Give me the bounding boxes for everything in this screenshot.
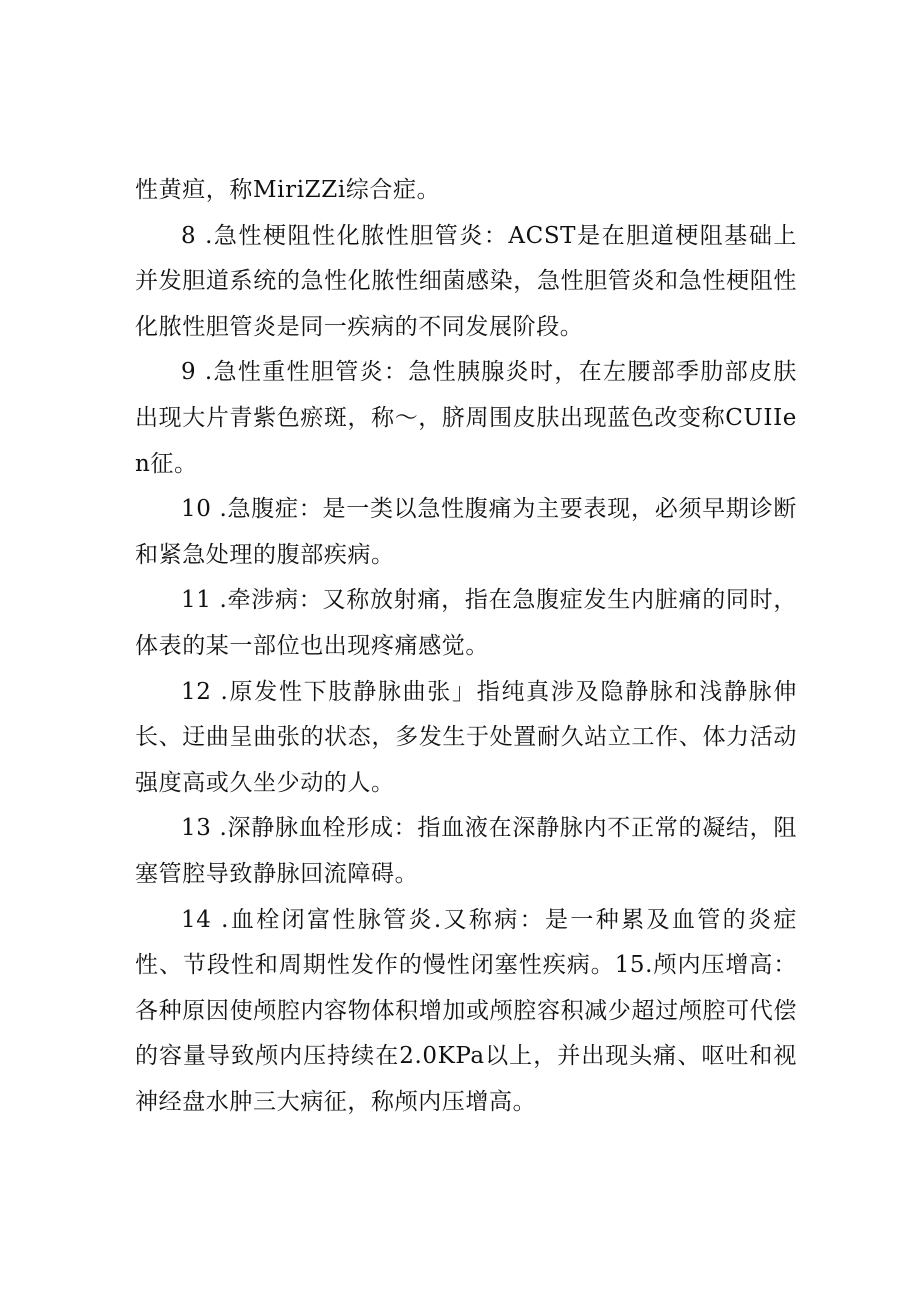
paragraph-item-14: 14 .血栓闭富性脉管炎.又称病：是一种累及血管的炎症性、节段性和周期性发作的慢性闭塞性疾病。15.颅内压增高：各种原因使颅腔内容物体积增加或颅腔容积减少超过颅腔可代偿的容量导致颅内压持续在2.0KPa以上，并出现头痛、呕吐和视神经盘水肿三大病征，称颅内压增高。 — [135, 906, 797, 1115]
paragraph-item-8: 8 .急性梗阻性化脓性胆管炎：ACST是在胆道梗阻基础上并发胆道系统的急性化脓性细菌感染，急性胆管炎和急性梗阻性化脓性胆管炎是同一疾病的不同发展阶段。 — [135, 222, 797, 340]
document-body — [135, 168, 797, 1125]
paragraph-item-9: 9 .急性重性胆管炎：急性胰腺炎时，在左腰部季肋部皮肤出现大片青紫色瘀斑，称～，脐周围皮肤出现蓝色改变称CUIIen征。 — [135, 359, 797, 477]
paragraph-continuation: 性黄疸，称MiriZZi综合症。 — [135, 177, 441, 203]
paragraph-item-13: 13 .深静脉血栓形成：指血液在深静脉内不正常的凝结，阻塞管腔导致静脉回流障碍。 — [135, 815, 797, 887]
paragraph-item-12: 12 .原发性下肢静脉曲张」指纯真涉及隐静脉和浅静脉伸长、迂曲呈曲张的状态，多发生于处置耐久站立工作、体力活动强度高或久坐少动的人。 — [135, 678, 797, 796]
paragraph-item-11: 11 .牵涉病：又称放射痛，指在急腹症发生内脏痛的同时，体表的某一部位也出现疼痛感觉。 — [135, 587, 797, 659]
paragraph-item-10: 10 .急腹症：是一类以急性腹痛为主要表现，必须早期诊断和紧急处理的腹部疾病。 — [135, 496, 797, 568]
